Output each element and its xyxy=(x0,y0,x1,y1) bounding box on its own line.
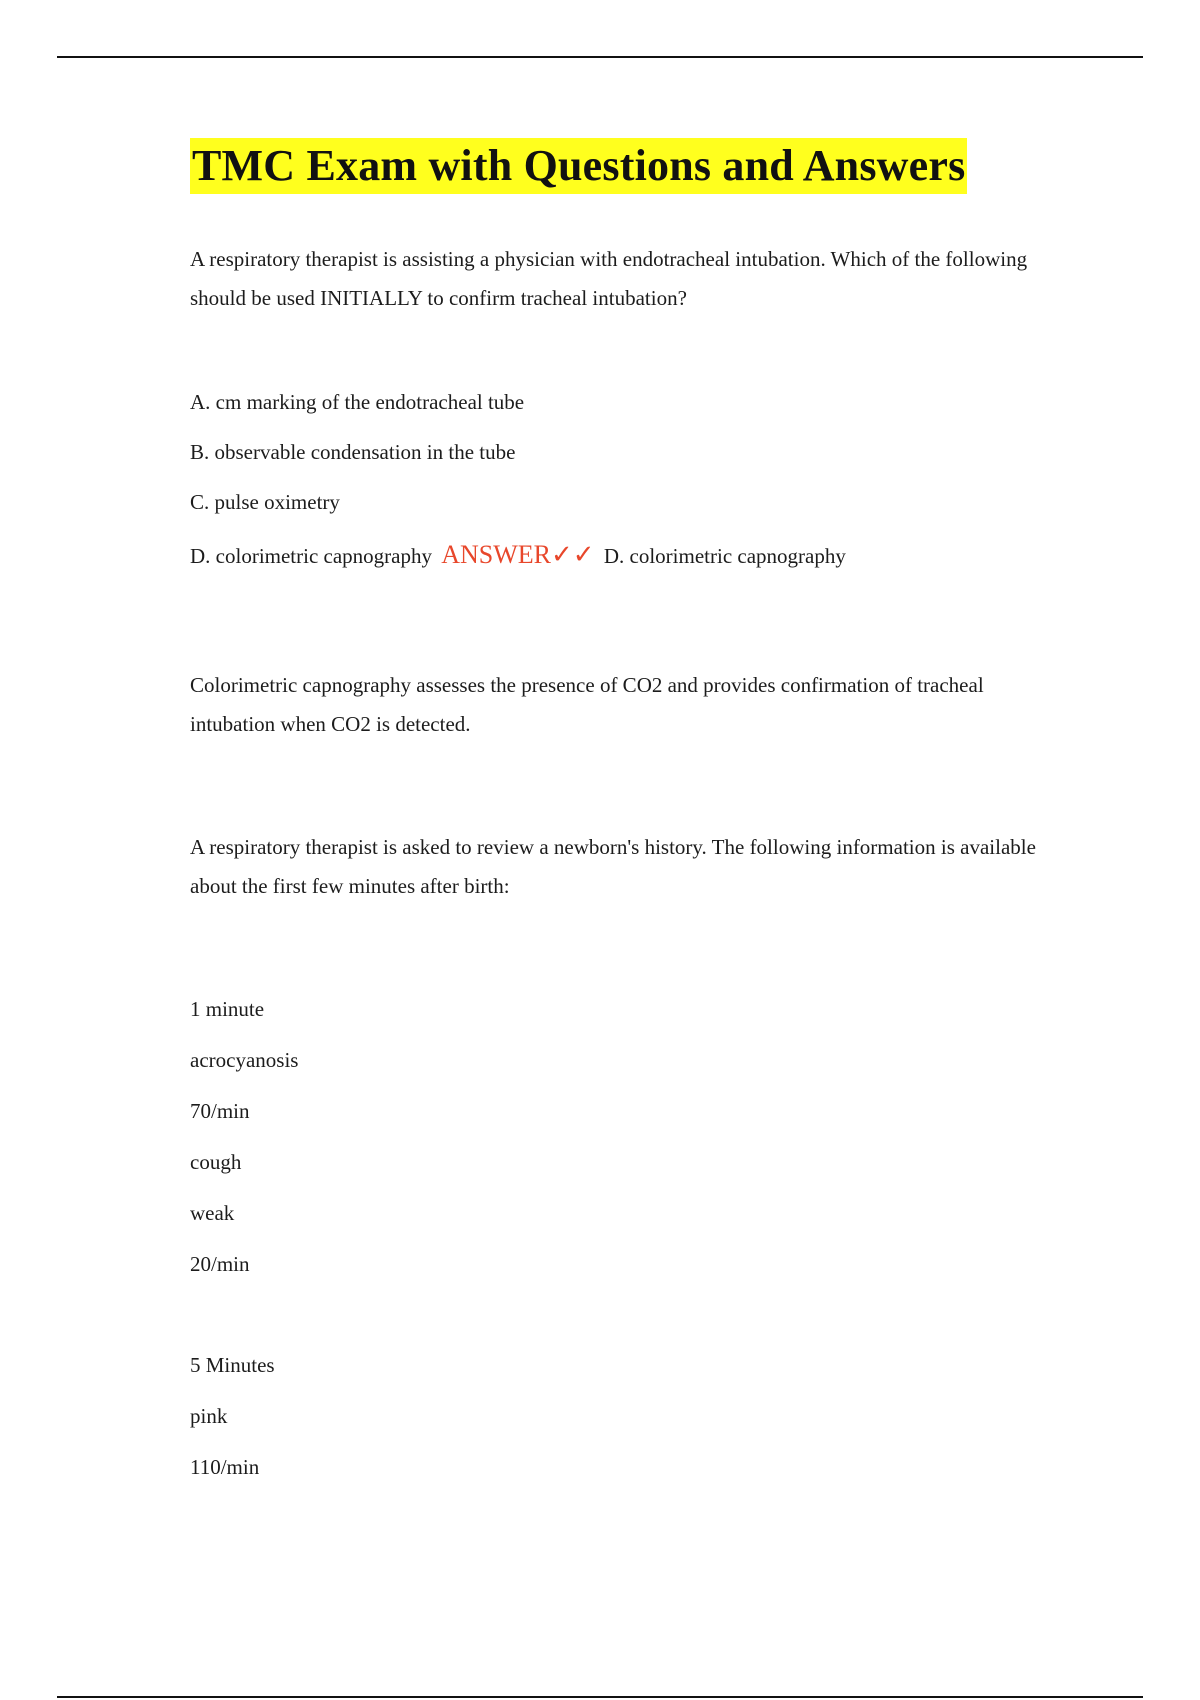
option-a: A. cm marking of the endotracheal tube xyxy=(190,390,525,414)
one-minute-list xyxy=(190,984,1070,1290)
list-item: 1 minute xyxy=(190,997,265,1021)
header-rule xyxy=(57,56,1143,58)
list-item: 70/min xyxy=(190,1099,250,1123)
answer-label: ANSWER✓✓ xyxy=(441,540,595,569)
question-1-explanation: Colorimetric capnography assesses the presence of CO2 and provides confirmation of tracheal intubation when CO2 is detected. xyxy=(190,673,984,736)
list-item: 20/min xyxy=(190,1252,250,1276)
answer-text: D. colorimetric capnography xyxy=(603,544,846,568)
option-b: B. observable condensation in the tube xyxy=(190,440,516,464)
list-item: 110/min xyxy=(190,1455,260,1479)
question-1-options xyxy=(190,377,1070,588)
list-item: 5 Minutes xyxy=(190,1353,275,1377)
list-item: weak xyxy=(190,1201,235,1225)
document-body xyxy=(190,138,1070,1493)
list-item: pink xyxy=(190,1404,228,1428)
footer-rule xyxy=(57,1696,1143,1698)
option-c: C. pulse oximetry xyxy=(190,490,340,514)
option-d-with-answer xyxy=(190,523,1070,588)
list-item: acrocyanosis xyxy=(190,1048,299,1072)
question-2-text: A respiratory therapist is asked to review a newborn's history. The following information is available about the first few minutes after birth: xyxy=(190,835,1036,898)
question-1-text: A respiratory therapist is assisting a physician with endotracheal intubation. Which of the following should be used INITIALLY to confirm tracheal intubation? xyxy=(190,247,1028,310)
option-d: D. colorimetric capnography xyxy=(190,544,432,568)
list-item: cough xyxy=(190,1150,242,1174)
document-title: TMC Exam with Questions and Answers xyxy=(190,138,967,194)
five-minutes-list xyxy=(190,1340,1070,1493)
